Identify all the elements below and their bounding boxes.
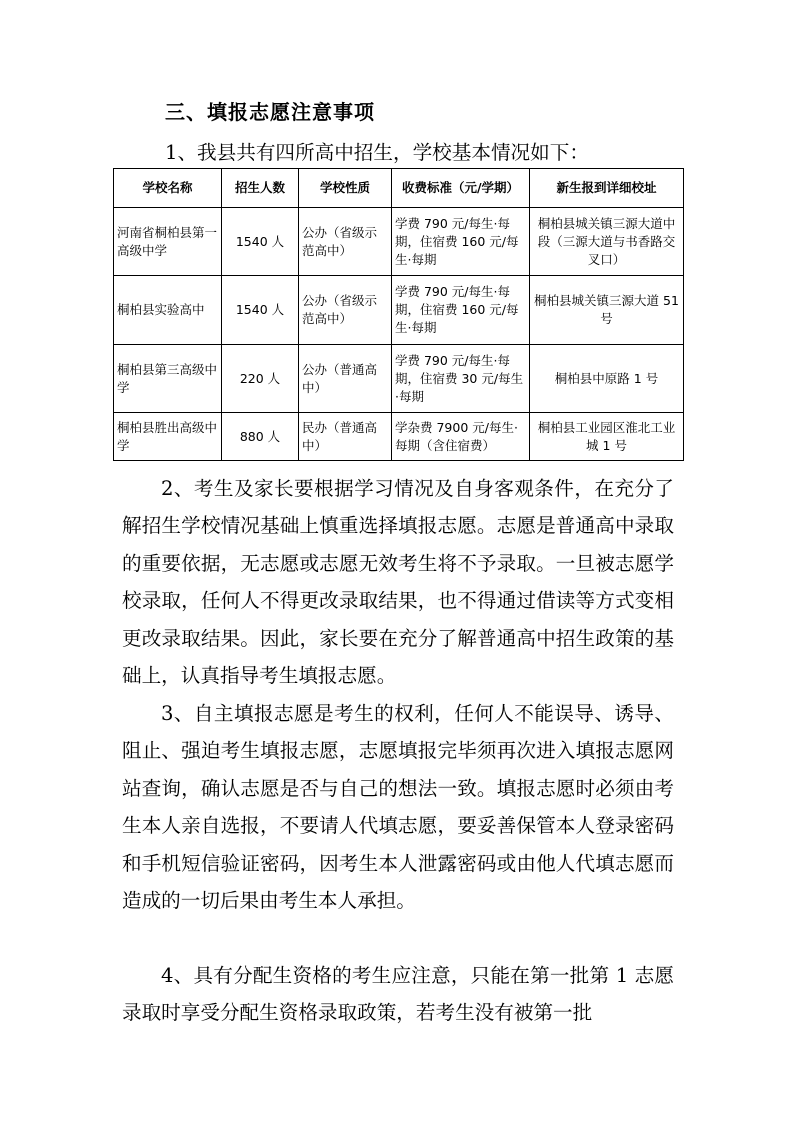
cell-school-name: 桐柏县第三高级中学 [114, 344, 222, 412]
paragraph-2 [122, 470, 674, 694]
cell-address: 桐柏县城关镇三源大道 51 号 [530, 276, 684, 344]
section-heading: 三、填报志愿注意事项 [165, 100, 375, 124]
cell-enrollment: 880 人 [222, 413, 299, 461]
cell-school-type: 公办（省级示范高中） [299, 208, 392, 276]
cell-school-name: 河南省桐柏县第一高级中学 [114, 208, 222, 276]
header-enrollment: 招生人数 [222, 169, 299, 208]
cell-school-name: 桐柏县胜出高级中学 [114, 413, 222, 461]
table-row [114, 208, 684, 276]
paragraph-3-text: 3、自主填报志愿是考生的权利，任何人不能误导、诱导、阻止、强迫考生填报志愿，志愿填报完毕须再次进入填报志愿网站查询，确认志愿是否与自己的想法一致。填报志愿时必须由考生本人亲自选报，不要请人代填志愿，要妥善保管本人登录密码和手机短信验证密码，因考生本人泄露密码或由他人代填志愿而造成的一切后果由考生本人承担。 [122, 702, 674, 913]
cell-school-type: 公办（省级示范高中） [299, 276, 392, 344]
table-row [114, 276, 684, 344]
cell-enrollment: 1540 人 [222, 208, 299, 276]
paragraph-1: 1、我县共有四所高中招生，学校基本情况如下： [165, 141, 589, 164]
header-address: 新生报到详细校址 [530, 169, 684, 208]
cell-school-type: 民办（普通高中） [299, 413, 392, 461]
cell-fee: 学杂费 7900 元/每生·每期（含住宿费） [392, 413, 530, 461]
table-row [114, 344, 684, 412]
cell-enrollment: 1540 人 [222, 276, 299, 344]
paragraph-2-text: 2、考生及家长要根据学习情况及自身客观条件，在充分了解招生学校情况基础上慎重选择填报志愿。志愿是普通高中录取的重要依据，无志愿或志愿无效考生将不予录取。一旦被志愿学校录取，任何人不得更改录取结果，也不得通过借读等方式变相更改录取结果。因此，家长要在充分了解普通高中招生政策的基础上，认真指导考生填报志愿。 [122, 477, 674, 688]
table-header-row [114, 169, 684, 208]
paragraph-4-text: 4、具有分配生资格的考生应注意，只能在第一批第 1 志愿录取时享受分配生资格录取政策，若考生没有被第一批 [122, 964, 674, 1025]
cell-fee: 学费 790 元/每生·每期，住宿费 30 元/每生·每期 [392, 344, 530, 412]
table-row [114, 413, 684, 461]
header-school-type: 学校性质 [299, 169, 392, 208]
paragraph-3 [122, 695, 674, 919]
cell-school-name: 桐柏县实验高中 [114, 276, 222, 344]
cell-enrollment: 220 人 [222, 344, 299, 412]
school-info-table [113, 168, 684, 461]
paragraph-4 [122, 957, 674, 1032]
header-fee-standard: 收费标准（元/学期） [392, 169, 530, 208]
header-school-name: 学校名称 [114, 169, 222, 208]
cell-school-type: 公办（普通高中） [299, 344, 392, 412]
cell-address: 桐柏县中原路 1 号 [530, 344, 684, 412]
cell-fee: 学费 790 元/每生·每期，住宿费 160 元/每生·每期 [392, 208, 530, 276]
cell-address: 桐柏县工业园区淮北工业城 1 号 [530, 413, 684, 461]
cell-address: 桐柏县城关镇三源大道中段（三源大道与书香路交叉口） [530, 208, 684, 276]
cell-fee: 学费 790 元/每生·每期，住宿费 160 元/每生·每期 [392, 276, 530, 344]
